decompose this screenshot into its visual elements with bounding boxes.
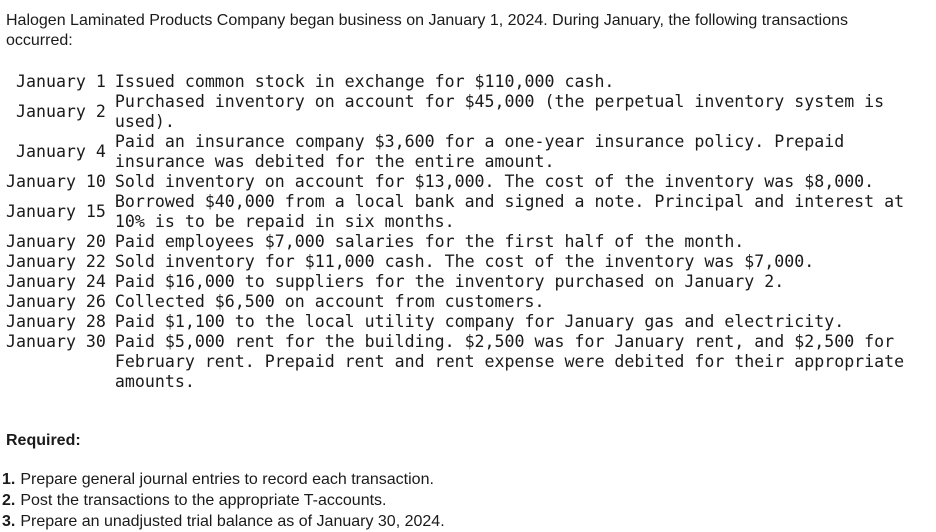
transaction-date: January 4 bbox=[15, 142, 106, 161]
transaction-row bbox=[6, 132, 917, 172]
transaction-row bbox=[6, 312, 917, 332]
transaction-date: January 26 bbox=[6, 292, 106, 311]
transaction-date: January 28 bbox=[6, 312, 106, 331]
requirements-list bbox=[2, 469, 445, 532]
transaction-description: Paid $5,000 rent for the building. $2,500 was for January rent, and $2,500 for February rent. Prepaid rent and rent expense were debited for their appropriate amounts. bbox=[114, 332, 905, 391]
transaction-date: January 1 bbox=[15, 72, 106, 91]
transaction-row bbox=[6, 272, 917, 292]
requirement-item bbox=[2, 490, 445, 511]
transaction-description: Paid $1,100 to the local utility company for January gas and electricity. bbox=[114, 312, 845, 331]
transaction-row bbox=[6, 332, 917, 392]
transaction-row bbox=[6, 292, 917, 312]
transaction-description: Sold inventory for $11,000 cash. The cost of the inventory was $7,000. bbox=[114, 252, 815, 271]
transaction-description: Paid employees $7,000 salaries for the first half of the month. bbox=[114, 232, 745, 251]
transaction-date: January 24 bbox=[6, 272, 106, 291]
transaction-description: Borrowed $40,000 from a local bank and signed a note. Principal and interest at 10% is to be repaid in six months. bbox=[114, 192, 905, 231]
transaction-date: January 10 bbox=[6, 172, 106, 191]
transaction-date: January 15 bbox=[6, 202, 106, 221]
transaction-date: January 20 bbox=[6, 232, 106, 251]
requirement-text: Prepare an unadjusted trial balance as of January 30, 2024. bbox=[20, 513, 445, 530]
transaction-date: January 30 bbox=[6, 332, 106, 351]
transactions-table bbox=[6, 72, 917, 392]
transaction-row bbox=[6, 232, 917, 252]
transaction-date: January 22 bbox=[6, 252, 106, 271]
transaction-row bbox=[6, 192, 917, 232]
required-heading: Required: bbox=[6, 432, 81, 449]
requirement-item bbox=[2, 511, 445, 532]
transaction-description: Collected $6,500 on account from customers. bbox=[114, 292, 545, 311]
transaction-description: Paid an insurance company $3,600 for a one-year insurance policy. Prepaid insurance was debited for the entire amount. bbox=[114, 132, 845, 171]
requirement-number: 3. bbox=[2, 513, 16, 530]
transaction-description: Sold inventory on account for $13,000. The cost of the inventory was $8,000. bbox=[114, 172, 875, 191]
transaction-row bbox=[6, 92, 917, 132]
transaction-description: Issued common stock in exchange for $110,000 cash. bbox=[114, 72, 615, 91]
transaction-description: Paid $16,000 to suppliers for the inventory purchased on January 2. bbox=[114, 272, 785, 291]
transaction-row bbox=[6, 172, 917, 192]
transaction-date: January 2 bbox=[15, 102, 106, 121]
intro-paragraph: Halogen Laminated Products Company began business on January 1, 2024. During January, the following transactions occurred: bbox=[6, 12, 848, 49]
requirement-text: Prepare general journal entries to record each transaction. bbox=[20, 471, 434, 488]
requirement-item bbox=[2, 469, 445, 490]
requirement-number: 1. bbox=[2, 471, 16, 488]
transaction-row bbox=[6, 252, 917, 272]
requirement-text: Post the transactions to the appropriate T-accounts. bbox=[20, 492, 387, 509]
transaction-row bbox=[6, 72, 917, 92]
requirement-number: 2. bbox=[2, 492, 16, 509]
transaction-description: Purchased inventory on account for $45,000 (the perpetual inventory system is used). bbox=[114, 92, 885, 131]
